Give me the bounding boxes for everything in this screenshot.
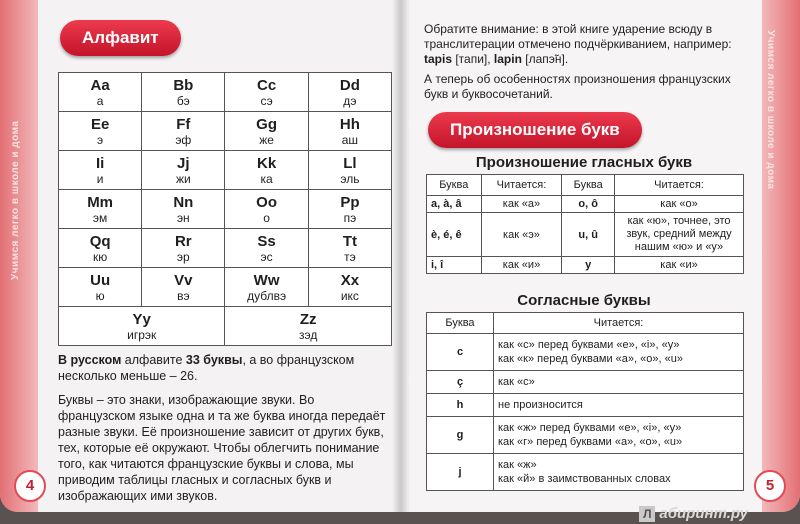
letter: Ww (253, 271, 280, 289)
alphabet-cell (59, 151, 142, 190)
vowel-letter: è, é, ê (427, 213, 482, 257)
letter: Ee (90, 115, 110, 133)
alphabet-cell (59, 307, 225, 346)
vowel-letter: u, û (562, 213, 615, 257)
alphabet-cell (59, 229, 142, 268)
letter: Tt (342, 232, 357, 250)
vowel-reading: как «о» (615, 196, 744, 213)
letter-reading: кю (92, 249, 108, 264)
page-number-left: 4 (14, 470, 46, 502)
consonant-letter: j (427, 454, 494, 491)
alphabet-cell (225, 190, 308, 229)
consonant-letter: g (427, 417, 494, 454)
table-row (427, 334, 744, 371)
consonant-reading: как «с» (494, 371, 744, 394)
table-row (427, 371, 744, 394)
pronunciation-title: Произношение букв (428, 112, 642, 148)
letter-reading: икс (340, 288, 359, 303)
letter-reading: эс (260, 249, 273, 264)
letter: Xx (340, 271, 360, 289)
alphabet-cell (308, 73, 391, 112)
alphabet-cell (142, 190, 225, 229)
alphabet-cell (308, 229, 391, 268)
vowel-header: Буква (427, 175, 482, 196)
vowel-reading: как «э» (481, 213, 562, 257)
letter: Pp (340, 193, 360, 211)
alphabet-cell (142, 151, 225, 190)
table-row (427, 196, 744, 213)
consonant-letter: h (427, 394, 494, 417)
letter-reading: э (97, 132, 104, 147)
vowel-letter: o, ô (562, 196, 615, 213)
letter-reading: бэ (176, 93, 190, 108)
alphabet-cell (225, 151, 308, 190)
letter-reading: эль (340, 171, 360, 186)
alphabet-cell (225, 229, 308, 268)
vowel-header: Читается: (481, 175, 562, 196)
vowel-header: Читается: (615, 175, 744, 196)
consonant-header: Буква (427, 313, 494, 334)
vowel-letter: a, à, â (427, 196, 482, 213)
right-side-band: Учимся легко в школе и дома (762, 0, 800, 512)
letter: Gg (256, 115, 278, 133)
letter-reading: дублвэ (247, 288, 287, 303)
alphabet-row (59, 151, 392, 190)
vowels-table (426, 174, 744, 274)
letter: Hh (339, 115, 360, 133)
consonant-reading: как «ж» перед буквами «е», «i», «у» как «г» перед буквами «а», «о», «u» (494, 417, 744, 454)
letter-reading: эф (175, 132, 192, 147)
letter-reading: же (259, 132, 274, 147)
letter-reading: о (263, 210, 270, 225)
watermark-logo-icon: Л (639, 506, 655, 522)
letter: Qq (89, 232, 111, 250)
alphabet-cell (225, 268, 308, 307)
alphabet-row (59, 229, 392, 268)
letter-reading: аш (341, 132, 359, 147)
letter: Rr (174, 232, 192, 250)
alphabet-cell (308, 112, 391, 151)
alphabet-title: Алфавит (60, 20, 181, 56)
consonants-heading: Согласные буквы (517, 292, 651, 309)
letter-reading: и (96, 171, 104, 186)
letter-reading: а (96, 93, 104, 108)
intro-paragraph: Буквы – это знаки, изображающие звуки. Во французском языке одна и та же буква иногда передаёт разные звуки. Её произношение зависит от других букв, тех, которые её окружают. Чтобы облегчить понимание того, как читаются французские буквы и слова, мы приводим таблицы гласных и согласных букв и изображающих ими звуков. (58, 393, 386, 503)
letter: Zz (299, 310, 317, 328)
vowel-reading: как «и» (481, 257, 562, 274)
alphabet-row (59, 190, 392, 229)
consonant-reading: как «с» перед буквами «е», «i», «у» как «к» перед буквами «а», «о», «u» (494, 334, 744, 371)
pronunciation-intro: А теперь об особенностях произношения французских букв и буквосочетаний. (424, 72, 731, 101)
alphabet-table (58, 72, 392, 346)
letter: Yy (132, 310, 151, 328)
letter: Jj (177, 154, 190, 172)
consonant-letter: c (427, 334, 494, 371)
consonant-letter: ç (427, 371, 494, 394)
alphabet-cell (142, 73, 225, 112)
alphabet-row (59, 307, 392, 346)
alphabet-cell (225, 112, 308, 151)
vowel-header: Буква (562, 175, 615, 196)
alphabet-cell (308, 190, 391, 229)
table-row (427, 417, 744, 454)
book-gutter (392, 0, 410, 512)
vowel-reading: как «а» (481, 196, 562, 213)
consonant-header: Читается: (494, 313, 744, 334)
letter: Ll (343, 154, 357, 172)
alphabet-cell (59, 73, 142, 112)
vowel-reading: как «ю», точнее, это звук, средний между нашим «ю» и «у» (615, 213, 744, 257)
letter-count-text: В русском алфавите 33 буквы, а во французском несколько меньше – 26. (58, 353, 355, 383)
left-side-band (0, 0, 38, 512)
table-row (427, 394, 744, 417)
letter-reading: эр (176, 249, 190, 264)
alphabet-cell (142, 268, 225, 307)
table-row (427, 454, 744, 491)
letter: Cc (257, 76, 277, 94)
letter: Aa (90, 76, 110, 94)
letter: Vv (174, 271, 193, 289)
letter: Mm (87, 193, 114, 211)
letter-reading: ю (95, 288, 105, 303)
consonant-reading: как «ж» как «й» в заимствованных словах (494, 454, 744, 491)
letter-reading: пэ (343, 210, 357, 225)
alphabet-row (59, 73, 392, 112)
vowels-heading: Произношение гласных букв (475, 154, 693, 171)
letter-reading: зэд (299, 327, 318, 342)
letter: Ss (257, 232, 276, 250)
alphabet-cell (142, 112, 225, 151)
consonants-table (426, 312, 744, 491)
alphabet-cell (59, 190, 142, 229)
alphabet-cell (142, 229, 225, 268)
alphabet-cell (308, 151, 391, 190)
vowel-reading: как «и» (615, 257, 744, 274)
alphabet-cell (59, 112, 142, 151)
letter-reading: эн (176, 210, 190, 225)
table-row (427, 213, 744, 257)
left-page (0, 0, 400, 512)
vowel-letter: i, î (427, 257, 482, 274)
alphabet-cell (59, 268, 142, 307)
alphabet-cell (225, 307, 392, 346)
letter: Bb (173, 76, 194, 94)
letter: Nn (173, 193, 194, 211)
letter: Dd (339, 76, 360, 94)
letter-reading: жи (175, 171, 191, 186)
alphabet-row (59, 268, 392, 307)
letter-reading: вэ (177, 288, 190, 303)
vowel-letter: y (562, 257, 615, 274)
letter: Ff (176, 115, 191, 133)
table-row (427, 257, 744, 274)
letter-reading: тэ (344, 249, 356, 264)
letter-reading: дэ (343, 93, 357, 108)
letter: Ii (95, 154, 105, 172)
page-number-right: 5 (754, 470, 786, 502)
letter-reading: сэ (260, 93, 273, 108)
letter-reading: эм (92, 210, 108, 225)
letter: Kk (257, 154, 277, 172)
alphabet-cell (308, 268, 391, 307)
letter-reading: игрэк (127, 327, 157, 342)
consonant-reading: не произносится (494, 394, 744, 417)
alphabet-cell (225, 73, 308, 112)
watermark: Л абиринт.ру (639, 505, 748, 522)
left-band-text: Учимся легко в школе и дома (10, 120, 21, 280)
alphabet-row (59, 112, 392, 151)
stress-note: Обратите внимание: в этой книге ударение всюду в транслитерации отмечено подчёркиванием, например: tapis [тапи], lapin [лапэ̃н]. (424, 22, 732, 66)
letter: Oo (256, 193, 278, 211)
letter: Uu (90, 271, 111, 289)
letter-reading: ка (260, 171, 273, 186)
